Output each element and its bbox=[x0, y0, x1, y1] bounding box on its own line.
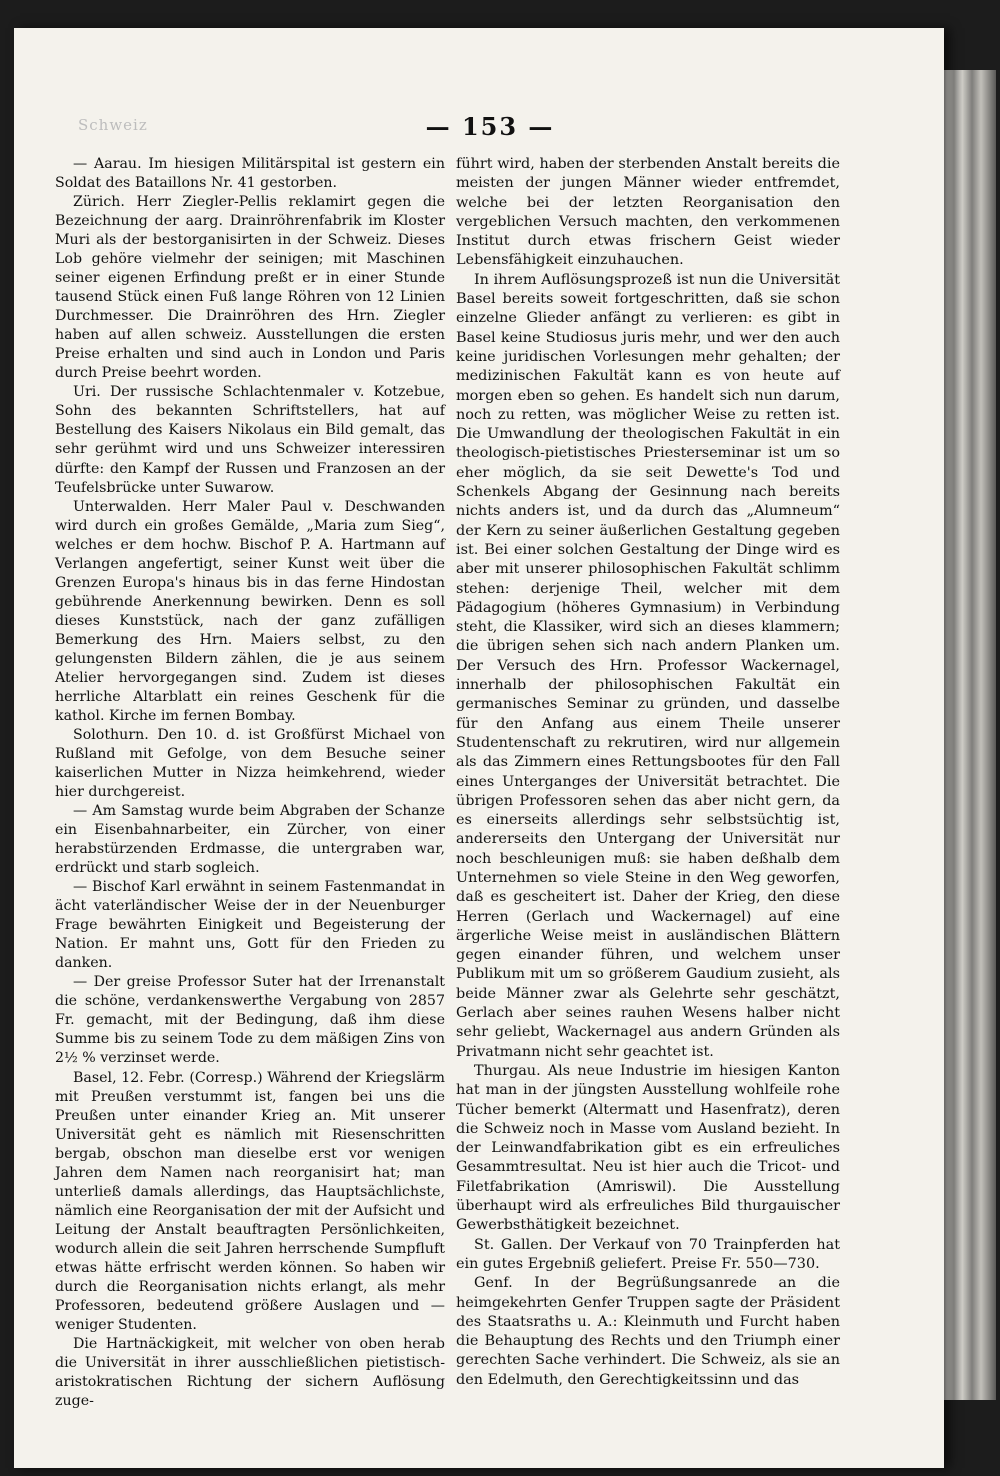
article-thurgau: Thurgau. Als neue Industrie im hiesigen Kanton hat man in der jüngsten Ausstellung wohlfeile rohe Tücher bemerkt (Altermatt und Hasenfratz), deren die Schweiz noch in Masse vom Ausland bezieht. In der Leinwandfabrikation gibt es ein erfreuliches Gesammtresultat. Neu ist hier auch die Tricot- und Filetfabrikation (Amriswil). Die Ausstellung überhaupt wird als erfreuliches Bild thurgauischer Gewerbsthätigkeit bezeichnet. bbox=[456, 1062, 840, 1234]
page-header bbox=[60, 112, 920, 152]
article-genf: Genf. In der Begrüßungsanrede an die heimgekehrten Genfer Truppen sagte der Präsident des Staatsraths u. A.: Kleinmuth und Furcht haben die Behauptung des Rechts und den Triumph einer gerechten Sache verhindert. Die Schweiz, als sie an den Edelmuth, den Gerechtigkeitssinn und das bbox=[456, 1275, 840, 1388]
article-unterwalden: Unterwalden. Herr Maler Paul v. Deschwanden wird durch ein großes Gemälde, „Maria zum Sieg“, welches er dem hochw. Bischof P. A. Hartmann auf Verlangen angefertigt, seiner Kunst weit über die Grenzen Europa's hinaus bis in das ferne Hindostan gebührende Anerkennung bewirken. Denn es soll dieses Kunststück, nach der ganz zufälligen Bemerkung des Hrn. Maiers selbst, zu den gelungensten Bildern zählen, die je aus seinem Atelier hervorgegangen sind. Zudem ist dieses herrliche Altarblatt ein reines Geschenk für die kathol. Kirche im fernen Bombay. bbox=[55, 498, 445, 724]
article-solothurn: Solothurn. Den 10. d. ist Großfürst Michael von Rußland mit Gefolge, von dem Besuche seiner kaiserlichen Mutter in Nizza heimkehrend, wieder hier durchgereist. bbox=[55, 726, 445, 801]
article-zuerich: Zürich. Herr Ziegler-Pellis reklamirt gegen die Bezeichnung der aarg. Drainröhrenfabrik im Kloster Muri als der bestorganisirten in der Schweiz. Dieses Lob gehöre vielmehr der seinigen; mit Maschinen seiner eigenen Erfindung preßt er in einer Stunde tausend Stück einen Fuß lange Röhren von 12 Linien Durchmesser. Die Drainröhren des Hrn. Ziegler haben auf allen schweiz. Ausstellungen die ersten Preise erhalten und sind auch in London und Paris durch Preise beehrt worden. bbox=[55, 194, 445, 382]
header-bleed-through-text: Schweiz bbox=[78, 116, 148, 134]
article-uri: Uri. Der russische Schlachtenmaler v. Kotzebue, Sohn des bekannten Schriftstellers, hat auf Bestellung des Kaisers Nikolaus ein Bild gemalt, das sehr gerühmt wird und uns Schweizer interessiren dürfte: den Kampf der Russen und Franzosen an der Teufelsbrücke unter Suwarow. bbox=[55, 384, 445, 496]
article-basel: Basel, 12. Febr. (Corresp.) Während der Kriegslärm mit Preußen verstummt ist, fangen bei uns die Preußen unter einander Krieg an. Mit unserer Universität geht es nämlich mit Riesenschritten bergab, obschon man dieselbe erst vor wenigen Jahren dem Namen nach reorganisirt hat; man unterließ damals allerdings, das Hauptsächlichste, nämlich eine Reorganisation der mit der Aufsicht und Leitung der Anstalt beauftragten Persönlichkeiten, wodurch allein die seit Jahren herrschende Sumpfluft etwas hätte erfrischt werden können. So haben wir durch die Reorganisation nichts erlangt, als mehr Professoren, bedeutend größere Auslagen und — weniger Studenten. bbox=[55, 1069, 445, 1333]
article-basel-continued: führt wird, haben der sterbenden Anstalt bereits die meisten der jungen Männer wieder entfremdet, welche bei der letzten Reorganisation den vergeblichen Versuch machten, den verkommenen Institut durch etwas frischern Geist wieder Lebensfähigkeit einzuhauchen. bbox=[456, 156, 840, 269]
article-st-gallen: St. Gallen. Der Verkauf von 70 Trainpferden hat ein gutes Ergebniß geliefert. Preise Fr. 550—730. bbox=[456, 1236, 840, 1272]
article-bischof-karl: — Bischof Karl erwähnt in seinem Fastenmandat in ächt vaterländischer Weise der in der Neuenburger Frage bewährten Einigkeit und Begeisterung der Nation. Er mahnt uns, Gott für den Frieden zu danken. bbox=[55, 879, 445, 972]
article-solothurn-schanze: — Am Samstag wurde beim Abgraben der Schanze ein Eisenbahnarbeiter, ein Zürcher, von einer herabstürzenden Erdmasse, die untergraben war, erdrückt und starb sogleich. bbox=[55, 803, 445, 877]
article-aarau: — Aarau. Im hiesigen Militärspital ist gestern ein Soldat des Bataillons Nr. 41 gestorben. bbox=[55, 156, 445, 192]
page-number: — 153 — bbox=[425, 112, 555, 141]
column-right bbox=[456, 155, 840, 1390]
article-basel-aufloesung: In ihrem Auflösungsprozeß ist nun die Universität Basel bereits soweit fortgeschritten, daß sie schon einzelne Glieder anfängt zu verlieren: es gibt in Basel keine Studiosus juris mehr, und wer den auch keine juridischen Vorlesungen mehr gehalten; der medizinischen Fakultät kann es von heute auf morgen eben so gehen. Es handelt sich nun darum, noch zu retten, was möglicher Weise zu retten ist. Die Umwandlung der theologischen Fakultät in ein theologisch-pietistisches Priesterseminar ist um so eher möglich, da sie seit Dewette's Tod und Schenkels Abgang der Gesinnung nach bereits nichts anders ist, und da durch das „Alumneum“ der Kern zu seiner äußerlichen Gestaltung gegeben ist. Bei einer solchen Gestaltung der Dinge wird es aber mit unserer philosophischen Fakultät schlimm stehen: derjenige Theil, welcher mit dem Pädagogium (höheres Gymnasium) in Verbindung steht, die Klassiker, wird sich an dieses klammern; die übrigen sehen sich nach andern Planken um. Der Versuch des Hrn. Professor Wackernagel, innerhalb der philosophischen Fakultät ein germanisches Seminar zu gründen, und dasselbe für den Anfang aus einem Theile unserer Studentenschaft zu rekrutiren, wird nur allgemein als das Zimmern eines Rettungsbootes für den Fall eines Unterganges der Universität betrachtet. Die übrigen Professoren sehen das aber nicht gern, da es einerseits allerdings sehr selbstsüchtig ist, andererseits den Untergang der Universität nur noch beschleunigen muß: sie haben deßhalb dem Unternehmen so viele Steine in den Weg geworfen, daß es gescheitert ist. Daher der Krieg, den diese Herren (Gerlach und Wackernagel) auf eine ärgerliche Weise meist in ausländischen Blättern gegen einander führen, und welchem unser Publikum mit um so größerem Gaudium zusieht, als beide Männer zwar als Gelehrte sehr geschätzt, Gerlach aber seines rauhen Wesens halber nicht sehr geliebt, Wackernagel aus andern Gründen als Privatmann nicht sehr geachtet ist. bbox=[456, 271, 840, 1060]
column-left bbox=[55, 155, 445, 1411]
article-professor-suter: — Der greise Professor Suter hat der Irrenanstalt die schöne, verdankenswerthe Vergabung von 2857 Fr. gemacht, mit der Bedingung, daß ihm diese Summe bis zu seinem Tode zu dem mäßigen Zins von 2½ % verzinset werde. bbox=[55, 974, 445, 1067]
stacked-page-edges bbox=[936, 70, 996, 1400]
article-basel-hartnaeckigkeit: Die Hartnäckigkeit, mit welcher von oben herab die Universität in ihrer ausschließlichen pietistisch-aristokratischen Richtung der sichern Auflösung zuge- bbox=[55, 1335, 445, 1410]
